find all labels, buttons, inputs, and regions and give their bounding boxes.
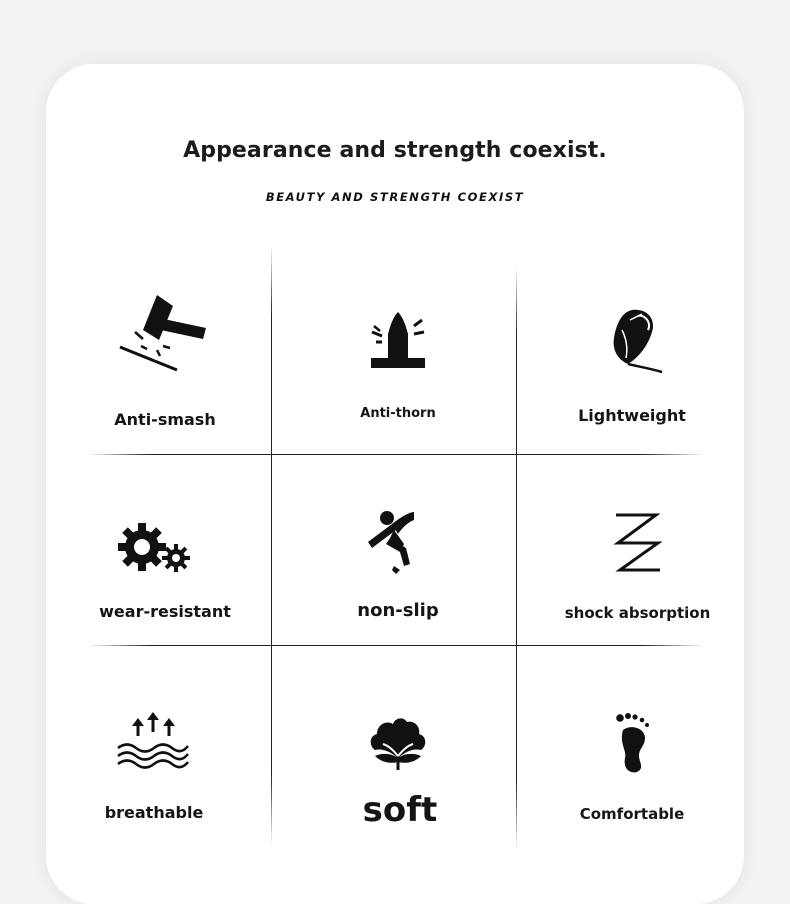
- grid-divider-horizontal-1: [88, 454, 704, 455]
- feature-label-wear-resistant: wear-resistant: [99, 602, 231, 621]
- grid-divider-vertical-1: [271, 245, 272, 845]
- gears-icon: [116, 522, 190, 574]
- feature-label-breathable: breathable: [104, 803, 204, 822]
- grid-divider-horizontal-2: [88, 645, 704, 646]
- feature-label-lightweight: Lightweight: [578, 406, 686, 425]
- spike-icon: [368, 312, 428, 370]
- feature-label-shock-absorption: shock absorption: [564, 604, 711, 622]
- feature-label-anti-thorn: Anti-thorn: [360, 406, 436, 421]
- feather-icon: [608, 308, 666, 376]
- feature-label-anti-smash: Anti-smash: [114, 410, 216, 429]
- cotton-icon: [369, 716, 427, 772]
- footprint-icon: [615, 712, 653, 774]
- air-waves-icon: [116, 712, 190, 770]
- feature-label-comfortable: Comfortable: [579, 805, 685, 823]
- page-title: Appearance and strength coexist.: [183, 138, 607, 163]
- zigzag-spring-icon: [612, 512, 662, 572]
- hammer-icon: [115, 292, 210, 374]
- feature-label-non-slip: non-slip: [357, 600, 439, 621]
- page-subtitle: BEAUTY AND STRENGTH COEXIST: [265, 190, 525, 204]
- slipping-person-icon: [366, 508, 418, 576]
- feature-label-soft: soft: [362, 790, 438, 830]
- grid-divider-vertical-2: [516, 265, 517, 850]
